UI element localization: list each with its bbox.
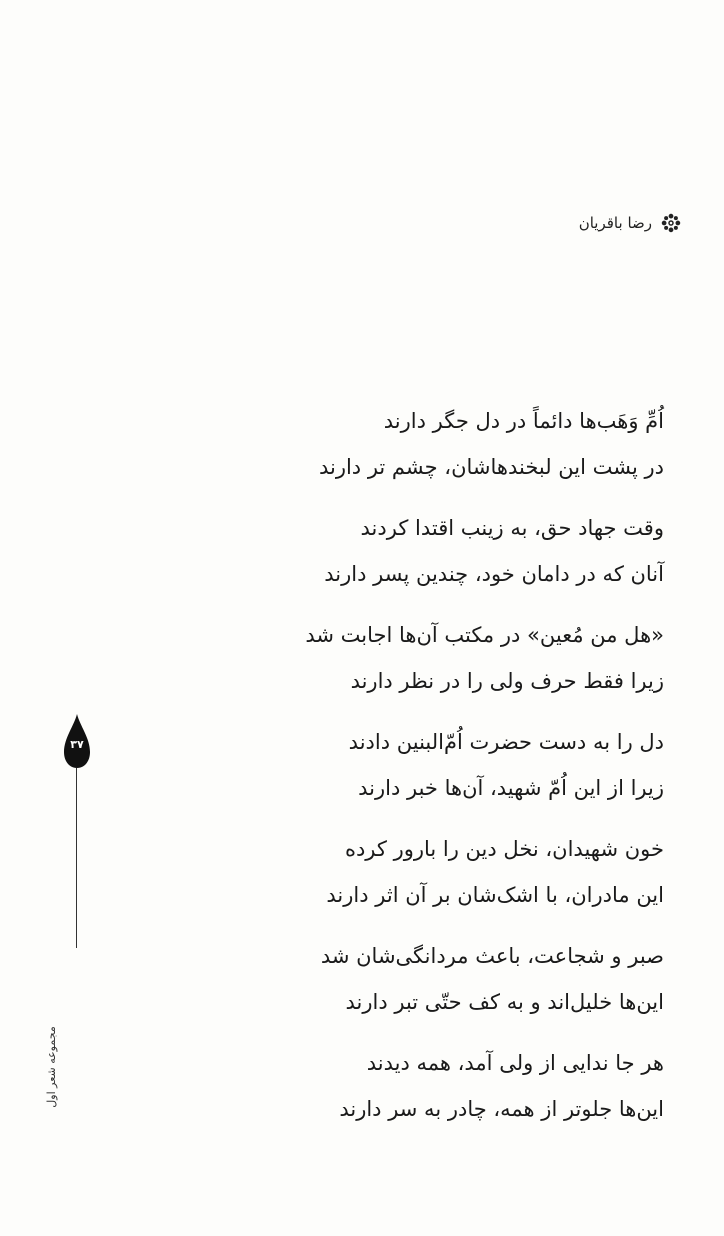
page-number: ۳۷: [70, 738, 84, 751]
poem-line: هر جا ندایی از ولی آمد، همه دیدند: [366, 1051, 664, 1075]
poem-line: زیرا فقط حرف ولی را در نظر دارند: [350, 669, 664, 693]
book-title: مجموعه شعر اول: [45, 1026, 58, 1108]
poem-line: صبر و شجاعت، باعث مردانگی‌شان شد: [320, 944, 664, 968]
poem-line: این مادران، با اشک‌شان بر آن اثر دارند: [326, 883, 664, 907]
poem-line: آنان که در دامان خود، چندین پسر دارند: [324, 562, 664, 586]
poem-line: وقت جهاد حق، به زینب اقتدا کردند: [360, 516, 664, 540]
vertical-rule: [76, 768, 77, 948]
couplet: [244, 612, 664, 704]
couplet: [244, 826, 664, 918]
book-title-container: [44, 1012, 64, 1122]
poem-line: خون شهیدان، نخل دین را بارور کرده: [344, 837, 664, 861]
poem-line: در پشت این لبخندهاشان، چشم تر دارند: [318, 455, 664, 479]
author-header: [579, 212, 682, 234]
couplet: [244, 398, 664, 490]
couplet: [244, 719, 664, 811]
couplet: [244, 505, 664, 597]
poem-line: زیرا از این اُمّ شهید، آن‌ها خبر دارند: [358, 776, 664, 800]
poem-line: این‌ها جلوتر از همه، چادر به سر دارند: [339, 1097, 664, 1121]
poem: [244, 398, 664, 1147]
author-name: رضا باقریان: [578, 214, 652, 232]
poem-line: «هل من مُعین» در مکتب آن‌ها اجابت شد: [305, 623, 664, 647]
poem-line: این‌ها خلیل‌اند و به کف حتّی تبر دارند: [345, 990, 664, 1014]
poem-line: اُمِّ وَهَب‌ها دائماً در دل جگر دارند: [383, 409, 664, 433]
couplet: [244, 1040, 664, 1132]
couplet: [244, 933, 664, 1025]
page-marker: [45, 712, 102, 1108]
poem-line: دل را به دست حضرت اُمّ‌البنین دادند: [348, 730, 664, 754]
flower-ornament-icon: [660, 212, 682, 234]
